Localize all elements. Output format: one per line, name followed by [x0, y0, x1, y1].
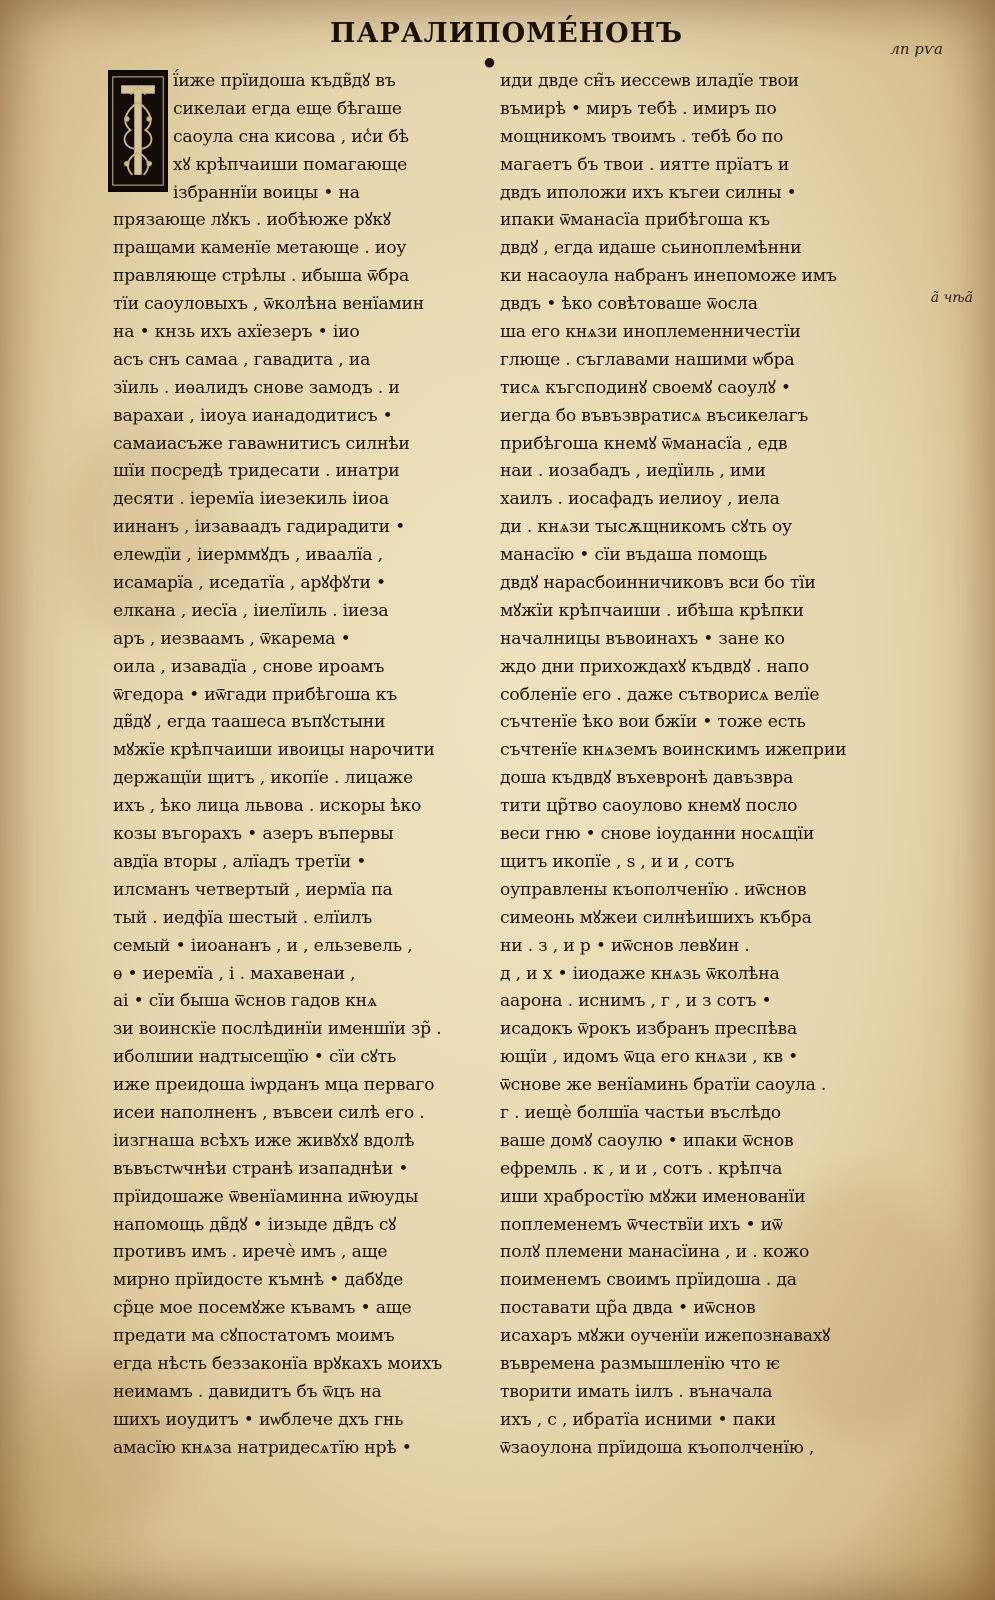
text-line: саоула сна кисова , ис̾и бѣ: [173, 126, 409, 147]
margin-note: ã чѣã: [930, 290, 973, 306]
text-line: самаиасъже гаваѡнитисъ силнѣи: [113, 433, 410, 454]
text-line: держащїи щитъ , икопїе . лицаже: [113, 768, 413, 789]
text-line: двдъ иположи ихъ къгеи силны •: [500, 182, 797, 203]
text-line: веси гню • снове іоуданни носѧщїи: [500, 824, 815, 845]
text-line: съчтенїе кнѧземъ воинскимъ ижеприи: [500, 740, 847, 761]
text-line: двдъ • ѣко совѣтоваше ѿосла: [500, 294, 758, 315]
text-line: поименемъ своимъ прїидоша . да: [500, 1270, 797, 1291]
text-line: хꙋ крѣпчаиши помагающе: [173, 154, 408, 175]
text-line: иже преидоша іѡрданъ мца перваго: [113, 1075, 435, 1096]
text-line: двдꙋ нарасбоинничиковъ вси бо тїи: [500, 573, 816, 594]
text-line: собленїе его . даже сътворисѧ велїе: [500, 684, 820, 705]
text-line: ки насаоула набранъ инепоможе имъ: [500, 266, 837, 287]
text-line: шихъ иоудитъ • иѡблече дхъ гнь: [113, 1409, 404, 1430]
text-line: въвремена размышленїю что ѥ: [500, 1353, 780, 1374]
text-line: исадокъ ѿрокъ избранъ преспѣва: [500, 1019, 798, 1040]
text-line: елеѡдїи , іиерммꙋдъ , иваалїа ,: [113, 545, 383, 566]
text-line: ша его кнѧзи иноплеменничестїи: [500, 322, 801, 343]
text-line: прїидошаже ѿвенїаминна иѿюуды: [113, 1186, 419, 1207]
text-line: иегда бо въвъзвратисѧ въсикелагъ: [500, 405, 809, 426]
text-line: егда нѣсть беззаконїа врꙋкахъ моихъ: [113, 1353, 443, 1374]
text-column-right: [500, 68, 876, 1463]
text-line: исамарїа , иседатїа , арꙋфꙋти •: [113, 573, 386, 594]
text-line: ѿзаоулона прїидоша къополченїю ,: [500, 1437, 815, 1458]
text-line: тити цр̃тво саоулово кнемꙋ посло: [500, 796, 798, 817]
text-line: д , и х • іиодаже кнѧзь ѿколѣна: [500, 963, 780, 984]
text-line: ни . з , и р • иѿснов левꙋин .: [500, 935, 750, 956]
text-line: началницы въвоинахъ • зане ко: [500, 628, 785, 649]
text-line: зїиль . иѳалидъ снове замодъ . и: [113, 377, 400, 398]
text-line: сикелаи егда еще бѣгаше: [173, 98, 402, 119]
text-line: предати ма сꙋпостатомъ моимъ: [113, 1326, 395, 1347]
text-line: ѿгедора • иѿгади прибѣгоша къ: [113, 684, 397, 705]
text-line: неимамъ . давидитъ бъ ѿцъ на: [113, 1381, 382, 1402]
text-line: оила , изавадїа , снове ироамъ: [113, 656, 385, 677]
text-line: манасїю • сїи въдаша помощь: [500, 545, 768, 566]
page-title: ПАРАЛИПОМЕ́НОНЪ •: [330, 18, 684, 80]
text-line: полꙋ племени манасїина , и . кожо: [500, 1242, 810, 1263]
text-line: противъ имъ . иречѐ имъ , аще: [113, 1242, 388, 1263]
text-line: илсманъ четвертый , иермїа па: [113, 879, 393, 900]
text-line: ѿснове же венїаминь братїи саоула .: [500, 1075, 827, 1096]
text-line: семый • іиоананъ , и , ельзевель ,: [113, 935, 413, 956]
text-line: іизгнаша всѣхъ иже живꙋхꙋ вдолѣ: [113, 1130, 415, 1151]
text-line: г . иещѐ болшїа частьи въслѣдо: [500, 1102, 781, 1123]
text-line: ефремль . к , и и , сотъ . крѣпча: [500, 1158, 783, 1179]
text-line: мꙋжїе крѣпчаиши ивоицы нарочити: [113, 740, 435, 761]
text-line: мꙋжїи крѣпчаиши . ибѣша крѣпки: [500, 600, 804, 621]
text-line: въмирѣ • миръ тебѣ . имиръ по: [500, 98, 777, 119]
text-line: исеи наполненъ , въвсеи силѣ его .: [113, 1102, 425, 1123]
text-line: оуправлены къополченїю . иѿснов: [500, 879, 807, 900]
text-line: хаилъ . иосафадъ иелиоу , иела: [500, 489, 780, 510]
text-line: съчтенїе ѣко вои бжїи • тоже есть: [500, 712, 806, 733]
text-line: дв̃дꙋ , егда таашеса въпꙋстыни: [113, 712, 386, 733]
text-line: ср̃це мое посемꙋже къвамъ • аще: [113, 1298, 412, 1319]
text-line: ди . кнѧзи тысѫщникомъ сꙋть оу: [500, 517, 792, 538]
text-line: тисѧ къгсподинꙋ своемꙋ саоулꙋ •: [500, 377, 791, 398]
text-line: варахаи , іиоуа ианадодитисъ •: [113, 405, 393, 426]
text-line: поплеменемъ ѿчествїи ихъ • иѿ: [500, 1214, 783, 1235]
text-line: аарона . иснимъ , г , и з сотъ •: [500, 991, 772, 1012]
text-line: козы въгорахъ • азеръ въпервы: [113, 824, 394, 845]
text-line: десяти . іеремїа іиезекиль іиоа: [113, 489, 389, 510]
text-line: амасїю кнѧза натридесѧтїю нрѣ •: [113, 1437, 412, 1458]
text-line: ізбраннїи воицы • на: [173, 182, 360, 203]
text-line: ихъ , с , ибратїа исними • паки: [500, 1409, 776, 1430]
text-line: ющїи , идомъ ѿца его кнѧзи , кв •: [500, 1047, 799, 1068]
text-line: пращами каменїе метающе . иоу: [113, 238, 407, 259]
text-line: мирно прїидосте къмнѣ • дабꙋде: [113, 1270, 404, 1291]
text-line: зи воинскїе послѣдинїи именшїи зр̃ .: [113, 1019, 442, 1040]
text-line: щитъ икопїе , ѕ , и и , сотъ: [500, 851, 735, 872]
text-line: правляюще стрѣлы . ибыша ѿбра: [113, 266, 410, 287]
text-line: глюще . съглавами нашими ѡбра: [500, 349, 795, 370]
text-line: ї́иже прїидоша къдв̃дꙋ въ: [173, 71, 396, 91]
text-line: двдꙋ , егда идаше сьиноплемѣнни: [500, 238, 802, 259]
text-line: тый . иедфїа шестый . елїилъ: [113, 907, 373, 928]
text-line: прязающе лꙋкъ . иобѣюже рꙋкꙋ: [113, 210, 391, 231]
text-line: мощникомъ твоимъ . тебѣ бо по: [500, 126, 784, 147]
text-line: въвъстѡчнѣи странѣ изападнѣи •: [113, 1158, 409, 1179]
text-line: прибѣгоша кнемꙋ ѿманасїа , едв: [500, 433, 788, 454]
folio-number: лп рѵа: [890, 40, 943, 58]
text-line: симеонь мꙋжеи силнѣишихъ къбра: [500, 907, 812, 928]
text-line: иболшии надтысещїю • сїи сꙋть: [113, 1047, 396, 1068]
text-line: исахаръ мꙋжи оученїи ижепознавахꙋ: [500, 1326, 831, 1347]
text-line: иши храбростїю мꙋжи именованїи: [500, 1186, 806, 1207]
text-line: доша къдвдꙋ въхевронѣ давъзвра: [500, 768, 794, 789]
text-column-left: [113, 68, 481, 1463]
text-line: творити имать іилъ . въначала: [500, 1381, 773, 1402]
text-line: шїи посредѣ тридесати . инатри: [113, 461, 400, 482]
text-line: поставати цр̃а двда • иѿснов: [500, 1298, 756, 1319]
text-line: иинанъ , іизаваадъ гадирадити •: [113, 517, 406, 538]
text-line: асъ снъ самаа , гавадита , иа: [113, 349, 371, 370]
text-line: ихъ , ѣко лица львова . искоры ѣко: [113, 796, 422, 817]
text-line: на • кнзь ихъ ахїезеръ • іио: [113, 322, 360, 343]
text-line: наи . иозабадъ , иедїиль , ими: [500, 461, 766, 482]
text-line: ѳ • иеремїа , і . махавенаи ,: [113, 963, 356, 984]
text-line: магаетъ бъ твои . иятте прїатъ и: [500, 154, 790, 175]
text-line: аі • сїи быша ѿснов гадов кнѧ: [113, 991, 377, 1012]
text-line: ваше домꙋ саоулю • ипаки ѿснов: [500, 1130, 794, 1151]
text-line: иди двде сн̃ъ иессеѡв иладїе твои: [500, 71, 799, 91]
text-line: напомощь дв̃дꙋ • іизыде дв̃дъ сꙋ: [113, 1214, 397, 1235]
text-line: аръ , иезваамъ , ѿкарема •: [113, 628, 351, 649]
text-line: авдїа вторы , алїадъ третїи •: [113, 851, 367, 872]
text-line: ждо дни прихождахꙋ къдвдꙋ . напо: [500, 656, 810, 677]
text-line: тїи саоуловыхъ , ѿколѣна венїамин: [113, 294, 425, 315]
text-line: елкана , иесїа , іиелїиль . іиеза: [113, 600, 389, 621]
text-line: ипаки ѿманасїа прибѣгоша къ: [500, 210, 770, 231]
